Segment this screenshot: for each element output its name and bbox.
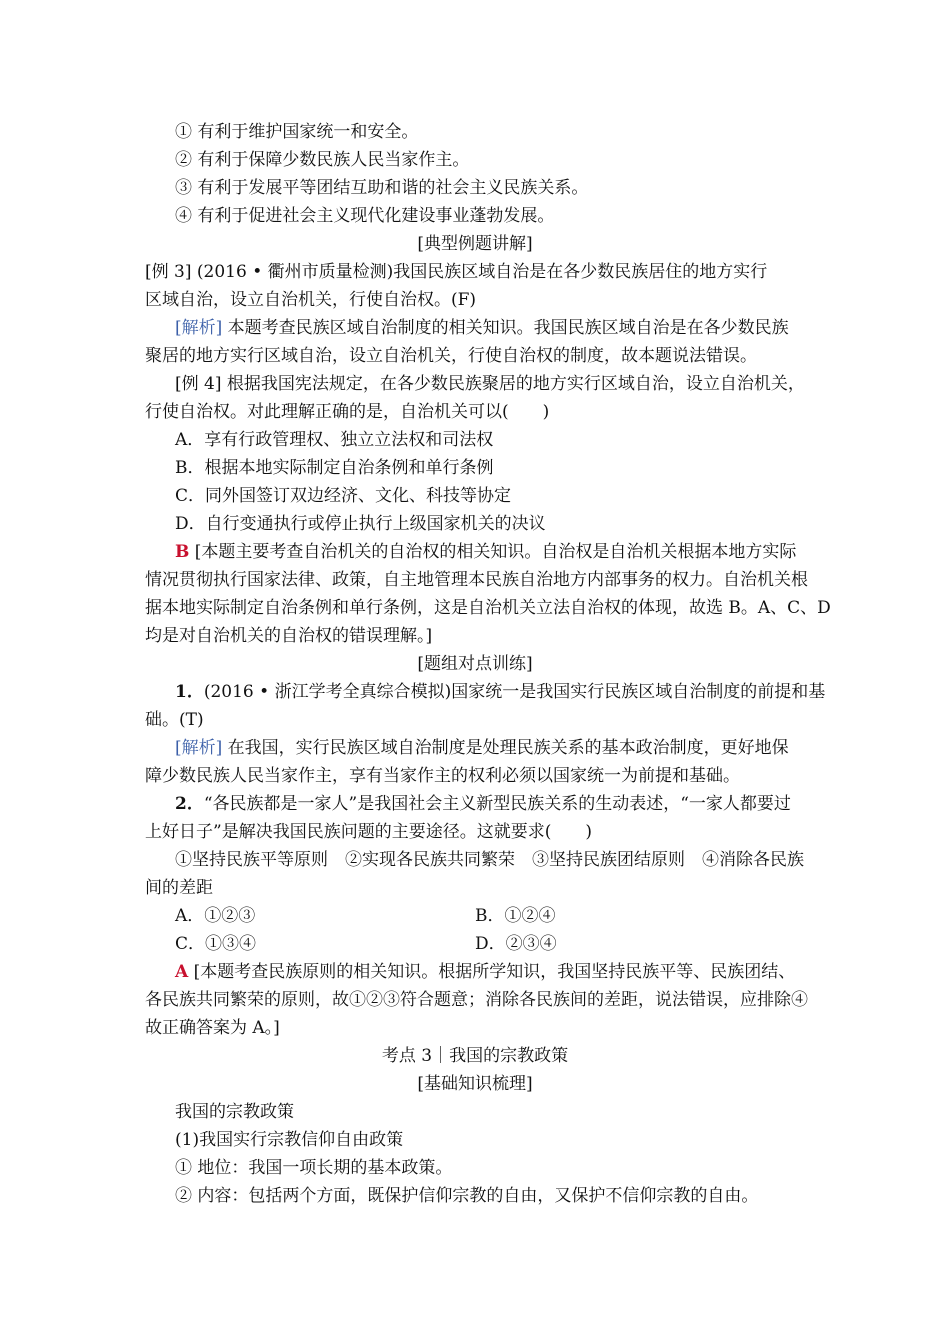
q2-explanation-line1 (175, 960, 795, 984)
q2-number: 2． (175, 794, 204, 814)
example4-question-line2: 行使自治权。对此理解正确的是，自治机关可以( ) (145, 402, 550, 422)
example3-label: [例 3] (145, 262, 192, 282)
q2-answer: A (175, 962, 189, 982)
intro-point-2: ② 有利于保障少数民族人民当家作主。 (175, 150, 470, 170)
example3-analysis-line1 (175, 316, 789, 340)
example4-answer: B (175, 542, 190, 562)
q2-option-c: C．①③④ (175, 934, 257, 954)
example3-analysis-line2: 聚居的地方实行区域自治，设立自治机关，行使自治权的制度，故本题说法错误。 (145, 346, 757, 366)
q2-explanation-line3: 故正确答案为 A。] (145, 1018, 280, 1038)
q2-text: “各民族都是一家人”是我国社会主义新型民族关系的生动表述，“一家人都要过 (203, 794, 791, 814)
intro-point-4: ④ 有利于促进社会主义现代化建设事业蓬勃发展。 (175, 206, 555, 226)
q2-line2: 上好日子”是解决我国民族问题的主要途径。这就要求( ) (145, 822, 592, 842)
q1-text: (2016 • 浙江学考全真综合模拟)国家统一是我国实行民族区域自治制度的前提和基 (203, 682, 826, 702)
example3-analysis-text: 本题考查民族区域自治制度的相关知识。我国民族区域自治是在各少数民族 (227, 318, 789, 338)
example4-option-d: D．自行变通执行或停止执行上级国家机关的决议 (175, 514, 546, 534)
intro-point-1: ① 有利于维护国家统一和安全。 (175, 122, 419, 142)
q1-analysis-text: 在我国，实行民族区域自治制度是处理民族关系的基本政治制度，更好地保 (227, 738, 789, 758)
q1-line2: 础。(T) (145, 710, 204, 730)
q2-option-d: D．②③④ (475, 934, 557, 954)
section3-line4: ② 内容：包括两个方面，既保护信仰宗教的自由，又保护不信仰宗教的自由。 (175, 1186, 759, 1206)
example4-explanation-line2: 情况贯彻执行国家法律、政策，自主地管理本民族自治地方内部事务的权力。自治机关根 (145, 570, 808, 590)
q2-items-line2: 间的差距 (145, 878, 213, 898)
section3-heading: [基础知识梳理] (417, 1074, 533, 1094)
section3-line1: 我国的宗教政策 (175, 1102, 294, 1122)
example4-explanation-line4: 均是对自治机关的自治权的错误理解。] (145, 626, 433, 646)
example3-question-line1 (145, 260, 767, 284)
example3-question-line2: 区域自治，设立自治机关，行使自治权。(F) (145, 290, 477, 310)
q2-option-b: B．①②④ (475, 906, 556, 926)
example3-text: (2016 • 衢州市质量检测)我国民族区域自治是在各少数民族居住的地方实行 (196, 262, 768, 282)
example4-question-line1 (175, 372, 805, 396)
example4-option-c: C．同外国签订双边经济、文化、科技等协定 (175, 486, 512, 506)
section3-line3: ① 地位：我国一项长期的基本政策。 (175, 1158, 453, 1178)
q1-analysis-line2: 障少数民族人民当家作主，享有当家作主的权利必须以国家统一为前提和基础。 (145, 766, 740, 786)
q1-line1 (175, 680, 825, 704)
q2-items-line1: ①坚持民族平等原则 ②实现各民族共同繁荣 ③坚持民族团结原则 ④消除各民族 (175, 850, 804, 870)
example4-label: [例 4] (175, 374, 222, 394)
q2-option-a: A．①②③ (175, 906, 256, 926)
heading-training: [题组对点训练] (417, 654, 533, 674)
example4-explanation-line1 (175, 540, 796, 564)
intro-point-3: ③ 有利于发展平等团结互助和谐的社会主义民族关系。 (175, 178, 589, 198)
example4-option-b: B．根据本地实际制定自治条例和单行条例 (175, 458, 494, 478)
heading-example: [典型例题讲解] (417, 234, 533, 254)
example4-option-a: A．享有行政管理权、独立立法权和司法权 (175, 430, 494, 450)
q2-explanation-line2: 各民族共同繁荣的原则，故①②③符合题意；消除各民族间的差距，说法错误，应排除④ (145, 990, 808, 1010)
q2-line1 (175, 792, 791, 816)
section3-line2: (1)我国实行宗教信仰自由政策 (175, 1130, 404, 1150)
example4-explanation-text: [本题主要考查自治机关的自治权的相关知识。自治权是自治机关根据本地方实际 (194, 542, 797, 562)
q1-number: 1． (175, 682, 204, 702)
section3-title: 考点 3｜我国的宗教政策 (381, 1046, 569, 1066)
example4-explanation-line3: 据本地实际制定自治条例和单行条例，这是自治机关立法自治权的体现，故选 B。A、C、D (145, 598, 831, 618)
q2-explanation-text: [本题考查民族原则的相关知识。根据所学知识，我国坚持民族平等、民族团结、 (193, 962, 796, 982)
example4-text: 根据我国宪法规定，在各少数民族聚居的地方实行区域自治，设立自治机关， (226, 374, 805, 394)
analysis-label: [解析] (175, 738, 223, 758)
q1-analysis-line1 (175, 736, 789, 760)
analysis-label: [解析] (175, 318, 223, 338)
